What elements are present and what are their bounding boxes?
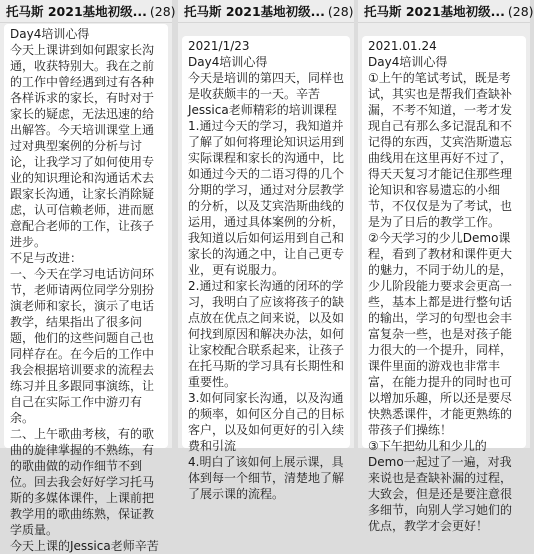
group-name: 托马斯 2021基地初级... [364,4,505,19]
message-line: Day4培训心得 [10,27,90,41]
group-name: 托马斯 2021基地初级... [6,4,147,19]
group-name: 托马斯 2021基地初级... [184,4,325,19]
chat-title-bar[interactable] [358,0,534,23]
message-line: 不足与改进： [10,251,83,265]
message-line: 今天是培训的第四天，同样也是收获颇丰的一天。辛苦Jessica老师精彩的培训课程 [188,71,345,117]
message-bubble[interactable] [4,24,168,553]
message-line: ③下午把幼儿和少儿的Demo一起过了一遍，对我来说也是查缺补漏的过程，大致会，但是还是要注意很多细节，向别人学习她们的优点，教学才会更好！ [368,439,513,533]
message-line: 一、今天在学习电话访问环节，老师请两位同学分别扮演老师和家长，演示了电话教学，结果指出了很多问题，他们的这些问题自己也同样存在。在今后的工作中我会根据培训要求的流程去练习并且多跟同事演练，让自己在实际工作中游刃有余。 [10,267,155,425]
chat-screenshot-2 [178,0,354,501]
message-line: Day4培训心得 [188,55,268,69]
chat-screenshot-1 [0,0,176,553]
chat-title-bar[interactable] [178,0,354,23]
message-line: 今天上课讲到如何跟家长沟通，收获特别大。我在之前的工作中曾经遇到过有各种各样诉求的家长，有时对于家长的疑虑，无法迅速的给出解答。今天培训课堂上通过对典型案例的分析与讨论，让我学习了如何使用专业的知识理论和沟通话术去跟家长沟通，让家长消除疑虑，认可信赖老师，进而愿意配合老师的工作，让孩子进步。 [10,43,155,249]
message-line: 4.明白了该如何上展示课，具体到每一个细节，清楚地了解了展示课的流程。 [188,455,345,501]
message-line: 二、上午歌曲考核，有的歌曲的旋律掌握的不熟练，有的歌曲做的动作细节不到位。回去我会好好学习托马斯的多媒体课件，上课前把教学用的歌曲练熟，保证教学质量。 [10,427,155,537]
member-count: (28) [507,3,534,19]
chat-title-bar[interactable] [0,0,176,23]
sender-name [358,22,530,30]
message-line: 2021/1/23 [188,39,250,53]
message-bubble[interactable] [362,36,526,533]
message-line: ①上午的笔试考试，既是考试，其实也是帮我们查缺补漏，不考不知道，一考才发现自己有那么多记混乱和不记得的东西，艾宾浩斯遗忘曲线用在这里再好不过了，得天天复习才能记住那些理论知识和容易遗忘的小细节，不仅仅是为了考试，也是为了日后的教学工作。 [368,71,513,229]
message-line: 2.通过和家长沟通的闭环的学习，我明白了应该将孩子的缺点放在优点之间来说，以及如何找到原因和解决办法，如何让家校配合联系起来，让孩子在托马斯的学习具有长期性和重要性。 [188,279,345,389]
member-count: (28) [149,3,176,19]
message-bubble[interactable] [182,36,350,501]
message-line: 2021.01.24 [368,39,437,53]
message-line: 今天上课的Jessica老师辛苦 [10,539,159,553]
sender-name [178,22,354,30]
message-line: Day4培训心得 [368,55,448,69]
message-line: ②今天学习的少儿Demo课程，看到了教材和课件更大的魅力，不同于幼儿的是，少儿阶段能力要求会更高一些，基本上都是进行整句话的输出，学习的句型也会丰富复杂一些，也是对孩子能力很大的一个提升，同样，课件里面的游戏也非常丰富，在能力提升的同时也可以增加乐趣，所以还是要尽快熟悉课件，才能更熟练的带孩子们操练！ [368,231,513,437]
message-line: 3.如何同家长沟通，以及沟通的频率，如何区分自己的目标客户，以及如何更好的引入续费和引流 [188,391,345,453]
member-count: (28) [327,3,354,19]
message-line: 1.通过今天的学习，我知道并了解了如何将理论知识运用到实际课程和家长的沟通中，比如通过今天的二语习得的几个分期的学习，通过对分层教学的分析，以及艾宾浩斯曲线的运用，通过具体案例的分析，我知道以后如何运用到自己和家长的沟通之中，让自己更专业，更有说服力。 [188,119,345,277]
chat-screenshot-3 [358,0,534,533]
